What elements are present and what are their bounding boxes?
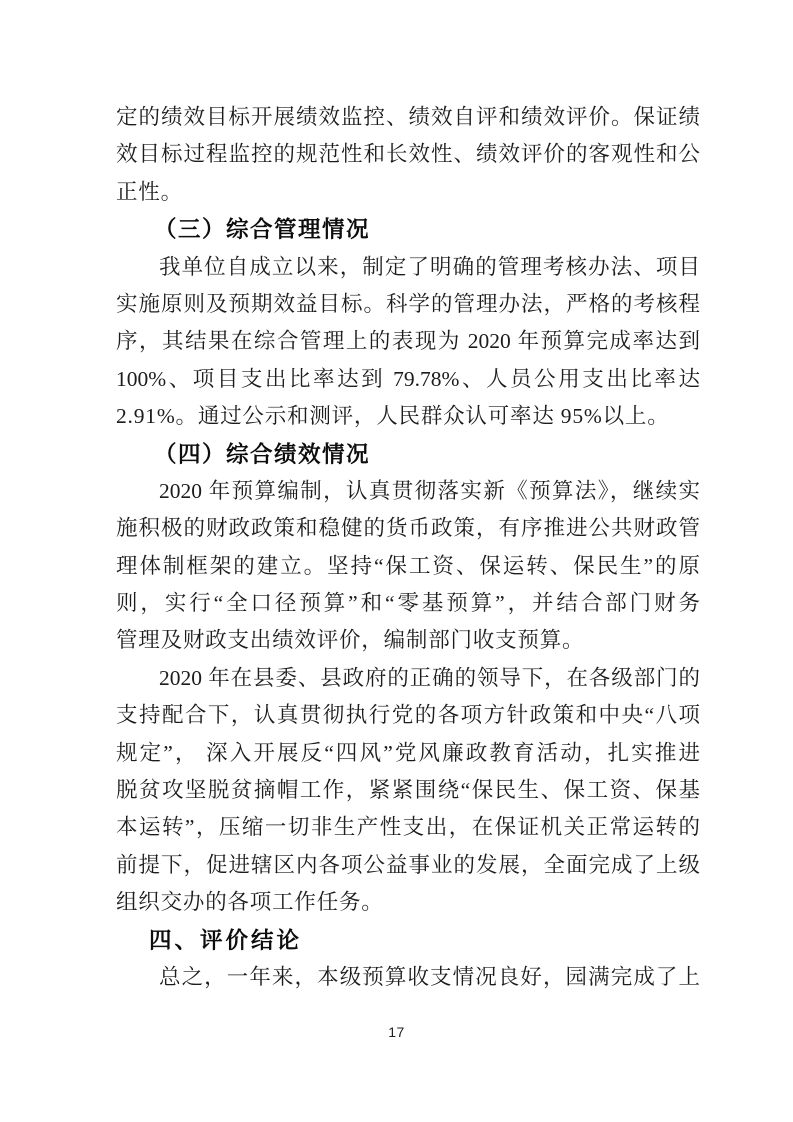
body-line: 序，其结果在综合管理上的表现为 2020 年预算完成率达到 <box>116 329 700 354</box>
body-line: 规定”， 深入开展反“四风”党风廉政教育活动，扎实推进 <box>116 740 700 765</box>
body-line: 2020 年预算编制，认真贯彻落实新《预算法》，继续实 <box>159 478 700 503</box>
heading-section-4: （四）综合绩效情况 <box>154 441 371 467</box>
document-body <box>116 99 700 996</box>
body-line: 总之，一年来，本级预算收支情况良好，园满完成了上 <box>159 964 700 989</box>
body-line: 施积极的财政政策和稳健的货币政策，有序推进公共财政管 <box>116 516 700 541</box>
heading-conclusion: 四、评价结论 <box>149 927 303 953</box>
body-line: 本运转”，压缩一切非生产性支出，在保证机关正常运转的 <box>116 815 700 840</box>
body-line: 支持配合下，认真贯彻执行党的各项方针政策和中央“八项 <box>116 703 700 728</box>
body-line: 组织交办的各项工作任务。 <box>116 890 384 915</box>
body-line: 定的绩效目标开展绩效监控、绩效自评和绩效评价。保证绩 <box>116 105 700 129</box>
body-line: 正性。 <box>116 179 183 204</box>
heading-section-3: （三）综合管理情况 <box>154 217 371 243</box>
body-line: 实施原则及预期效益目标。科学的管理办法，严格的考核程 <box>116 291 700 316</box>
body-line: 我单位自成立以来，制定了明确的管理考核办法、项目 <box>159 254 700 279</box>
body-line: 则，实行“全口径预算”和“零基预算”，并结合部门财务 <box>116 591 700 616</box>
body-line: 2020 年在县委、县政府的正确的领导下，在各级部门的 <box>159 665 700 690</box>
body-line: 脱贫攻坚脱贫摘帽工作，紧紧围绕“保民生、保工资、保基 <box>116 778 700 803</box>
body-line: 管理及财政支出绩效评价，编制部门收支预算。 <box>116 628 585 653</box>
body-line: 前提下，促进辖区内各项公益事业的发展，全面完成了上级 <box>116 852 700 877</box>
body-line: 理体制框架的建立。坚持“保工资、保运转、保民生”的原 <box>116 553 700 578</box>
body-line: 效目标过程监控的规范性和长效性、绩效评价的客观性和公 <box>116 142 700 167</box>
body-line: 100%、项目支出比率达到 79.78%、人员公用支出比率达 <box>116 366 700 391</box>
page-number: 17 <box>388 1024 405 1040</box>
body-line: 2.91%。通过公示和测评，人民群众认可率达 95%以上。 <box>116 404 670 429</box>
